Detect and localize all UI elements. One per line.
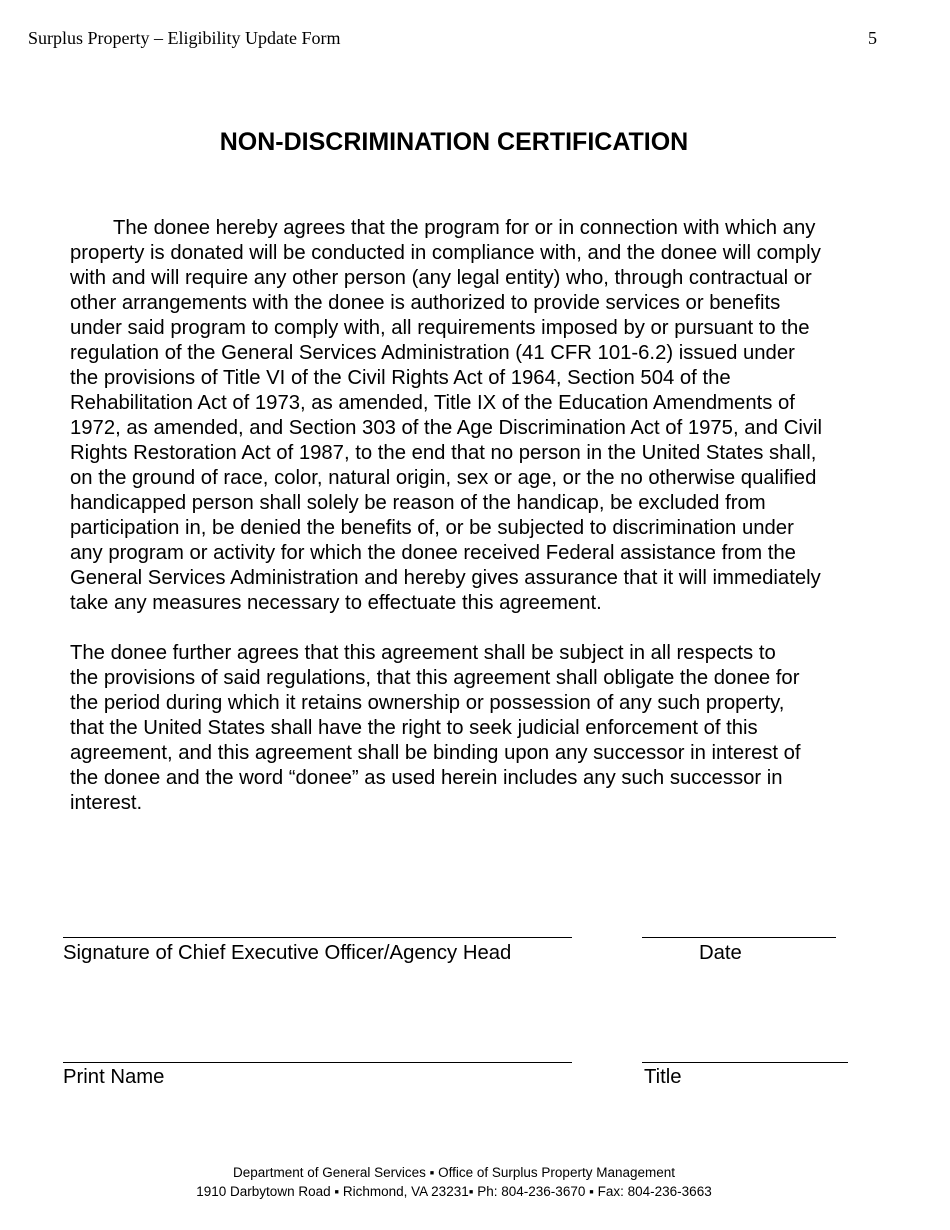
paragraph-line: Rights Restoration Act of 1987, to the end that no person in the United States shall, — [70, 442, 817, 464]
paragraph-line: handicapped person shall solely be reason of the handicap, be excluded from — [70, 492, 766, 514]
paragraph-line: the donee and the word “donee” as used herein includes any such successor in — [70, 767, 783, 789]
paragraph-line: the period during which it retains ownership or possession of any such property, — [70, 692, 785, 714]
paragraph-line: other arrangements with the donee is authorized to provide services or benefits — [70, 292, 781, 314]
date-line[interactable] — [642, 937, 836, 938]
paragraph-line: under said program to comply with, all requirements imposed by or pursuant to the — [70, 317, 810, 339]
paragraph-line: the provisions of said regulations, that this agreement shall obligate the donee for — [70, 667, 800, 689]
title-line[interactable] — [642, 1062, 848, 1063]
paragraph-line: 1972, as amended, and Section 303 of the Age Discrimination Act of 1975, and Civil — [70, 417, 823, 439]
paragraph-line: regulation of the General Services Administration (41 CFR 101-6.2) issued under — [70, 342, 795, 364]
paragraph-line: Rehabilitation Act of 1973, as amended, Title IX of the Education Amendments of — [70, 392, 795, 414]
page-header-title: Surplus Property – Eligibility Update Form — [28, 28, 341, 48]
paragraph-line: interest. — [70, 792, 143, 814]
document-title: NON-DISCRIMINATION CERTIFICATION — [219, 128, 689, 156]
paragraph-line: agreement, and this agreement shall be binding upon any successor in interest of — [70, 742, 801, 764]
paragraph-line: The donee further agrees that this agreement shall be subject in all respects to — [70, 642, 776, 664]
paragraph-line: on the ground of race, color, natural origin, sex or age, or the no otherwise qualified — [70, 467, 817, 489]
paragraph-line: participation in, be denied the benefits of, or be subjected to discrimination under — [70, 517, 794, 539]
print-name-line[interactable] — [63, 1062, 572, 1063]
print-name-label: Print Name — [63, 1066, 165, 1088]
certification-paragraph-1 — [70, 216, 822, 616]
paragraph-line: The donee hereby agrees that the program for or in connection with which any — [113, 217, 816, 239]
footer-address: 1910 Darbytown Road ▪ Richmond, VA 23231▪ Ph: 804-236-3670 ▪ Fax: 804-236-3663 — [196, 1184, 712, 1199]
footer-department: Department of General Services ▪ Office of Surplus Property Management — [233, 1165, 675, 1180]
paragraph-line: property is donated will be conducted in compliance with, and the donee will comply — [70, 242, 821, 264]
paragraph-line: with and will require any other person (any legal entity) who, through contractual or — [70, 267, 812, 289]
certification-paragraph-2 — [70, 641, 801, 816]
signature-line[interactable] — [63, 937, 572, 938]
paragraph-line: any program or activity for which the donee received Federal assistance from the — [70, 542, 796, 564]
paragraph-line: take any measures necessary to effectuate this agreement. — [70, 592, 602, 614]
paragraph-line: that the United States shall have the right to seek judicial enforcement of this — [70, 717, 758, 739]
paragraph-line: General Services Administration and hereby gives assurance that it will immediately — [70, 567, 821, 589]
paragraph-line: the provisions of Title VI of the Civil Rights Act of 1964, Section 504 of the — [70, 367, 731, 389]
title-label: Title — [644, 1066, 682, 1088]
signature-label: Signature of Chief Executive Officer/Agency Head — [63, 942, 512, 964]
date-label: Date — [699, 942, 742, 964]
page-number: 5 — [868, 28, 877, 48]
